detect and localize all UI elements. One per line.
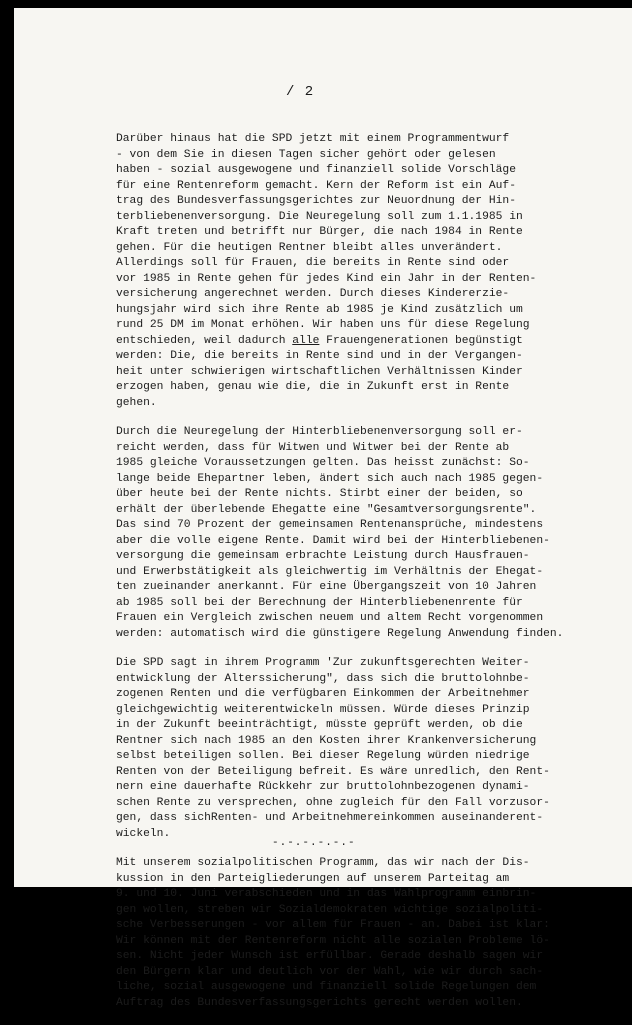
paragraph-2 xyxy=(116,425,596,642)
text-line: terbliebenenversorgung. Die Neuregelung soll zum 1.1.1985 in xyxy=(116,210,523,223)
text-line: aber die volle eigene Rente. Damit wird bei der Hinterbliebenen- xyxy=(116,534,550,547)
text-line: werden: automatisch wird die günstigere Regelung Anwendung finden. xyxy=(116,627,564,640)
text-line: Wir können mit der Rentenreform nicht alle sozialen Probleme lö- xyxy=(116,934,550,947)
text-line: lange beide Ehepartner leben, ändert sich auch nach 1985 gegen- xyxy=(116,472,544,485)
text-line: - von dem Sie in diesen Tagen sicher gehört oder gelesen xyxy=(116,148,496,161)
text-line: ten zueinander anerkannt. Für eine Übergangszeit von 10 Jahren xyxy=(116,581,537,593)
text-line: gen wollen, streben wir Sozialdemokraten wichtige sozialpoliti- xyxy=(116,903,544,916)
text-line: Kraft treten und betrifft nur Bürger, die nach 1984 in Rente xyxy=(116,226,523,238)
text-line: heit unter schwierigen wirtschaftlichen Verhältnissen Kinder xyxy=(116,365,523,378)
text-line: über heute bei der Rente nichts. Stirbt einer der beiden, so xyxy=(116,488,523,500)
underlined-word: alle xyxy=(292,334,320,347)
text-line: gehen. Für die heutigen Rentner bleibt alles unverändert. xyxy=(116,241,503,254)
text-line-with-underline: entschieden, weil dadurch alle Frauengenerationen begünstigt xyxy=(116,334,523,347)
text-line: versicherung angerechnet werden. Durch dieses Kindererzie- xyxy=(116,288,510,300)
text-line: Mit unserem sozialpolitischen Programm, das wir nach der Dis- xyxy=(116,857,530,869)
text-line: erzogen haben, genau wie die, die in Zukunft erst in Rente xyxy=(116,381,510,393)
text-line: Darüber hinaus hat die SPD jetzt mit einem Programmentwurf xyxy=(116,133,510,145)
text-line: trag des Bundesverfassungsgerichtes zur Neuordnung der Hin- xyxy=(116,195,516,207)
text-line: Die SPD sagt in ihrem Programm 'Zur zukunftsgerechten Weiter- xyxy=(116,657,530,669)
text-line: gen, dass sichRenten- und Arbeitnehmereinkommen auseinanderent- xyxy=(116,812,544,824)
text-line: reicht werden, dass für Witwen und Witwer bei der Rente ab xyxy=(116,441,510,454)
text-line: nern eine dauerhafte Rückkehr zur bruttolohnbezogenen dynami- xyxy=(116,781,530,793)
text-line: schen Rente zu versprechen, ohne zugleich für den Fall vorzusor- xyxy=(116,796,550,809)
text-line: zogenen Renten und die verfügbaren Einkommen der Arbeitnehmer xyxy=(116,688,530,700)
text-line: Frauen ein Vergleich zwischen neuem und altem Recht vorgenommen xyxy=(116,612,544,624)
text-line: Renten von der Beteiligung befreit. Es wäre unredlich, den Rent- xyxy=(116,765,550,778)
text-line: Auftrag des Bundesverfassungsgerichts gerecht werden wollen. xyxy=(116,996,523,1009)
text-line: für eine Rentenreform gemacht. Kern der Reform ist ein Auf- xyxy=(116,179,516,192)
text-line: in der Zukunft beeinträchtigt, müsste geprüft werden, ob die xyxy=(116,719,523,731)
paragraph-3 xyxy=(116,656,596,842)
text-line: vor 1985 in Rente gehen für jedes Kind ein Jahr in der Renten- xyxy=(116,272,537,285)
body-text xyxy=(116,132,596,1025)
text-line: selbst beteiligen sollen. Bei dieser Regelung würden niedrige xyxy=(116,750,530,762)
text-line: erhält der überlebende Ehegatte eine "Gesamtversorgungsrente". xyxy=(116,503,537,516)
text-line: gleichgewichtig weiterentwickeln müssen. Würde dieses Prinzip xyxy=(116,703,530,716)
text-line: versorgung die gemeinsam erbrachte Leistung durch Hausfrauen- xyxy=(116,550,530,562)
text-line: kussion in den Parteigliederungen auf unserem Parteitag am xyxy=(116,872,510,885)
paragraph-1 xyxy=(116,132,596,411)
text-line: den Bürgern klar und deutlich vor der Wahl, wie wir durch sach- xyxy=(116,965,544,978)
text-line: haben - sozial ausgewogene und finanziell solide Vorschläge xyxy=(116,164,516,176)
text-line: werden: Die, die bereits in Rente sind und in der Vergangen- xyxy=(116,350,523,362)
text-line: Das sind 70 Prozent der gemeinsamen Rentenansprüche, mindestens xyxy=(116,519,544,531)
page-number: / 2 xyxy=(286,84,315,100)
text-line: und Erwerbstätigkeit als gleichwertig im Verhältnis der Ehegat- xyxy=(116,565,544,578)
text-line: gehen. xyxy=(116,396,157,409)
text-line: Allerdings soll für Frauen, die bereits in Rente sind oder xyxy=(116,257,510,269)
text-line: 1985 gleiche Voraussetzungen gelten. Das heisst zunächst: So- xyxy=(116,457,530,469)
text-line: ab 1985 soll bei der Berechnung der Hinterbliebenenrente für xyxy=(116,596,523,609)
text-line: liche, sozial ausgewogene und finanziell solide Regelungen dem xyxy=(116,981,537,993)
text-line: rund 25 DM im Monat erhöhen. Wir haben uns für diese Regelung xyxy=(116,319,530,331)
text-line: wickeln. xyxy=(116,827,171,840)
paragraph-4 xyxy=(116,856,596,1011)
text-line: 9. und 10. Juni verabschieden und in das Wahlprogramm einbrin- xyxy=(116,888,537,900)
text-line: entwicklung der Alterssicherung", dass sich die bruttolohnbe- xyxy=(116,672,530,685)
text-line: Rentner sich nach 1985 an den Kosten ihrer Krankenversicherung xyxy=(116,734,537,747)
text-line: hungsjahr wird sich ihre Rente ab 1985 je Kind zusätzlich um xyxy=(116,303,523,316)
end-mark: -.-.-.-.-.- xyxy=(272,837,356,849)
text-line: sche Verbesserungen - vor allem für Frauen - an. Dabei ist klar: xyxy=(116,919,550,931)
text-line: sen. Nicht jeder Wunsch ist erfüllbar. Gerade deshalb sagen wir xyxy=(116,950,544,962)
text-line: Durch die Neuregelung der Hinterbliebenenversorgung soll er- xyxy=(116,426,523,438)
document-page xyxy=(14,8,632,1009)
